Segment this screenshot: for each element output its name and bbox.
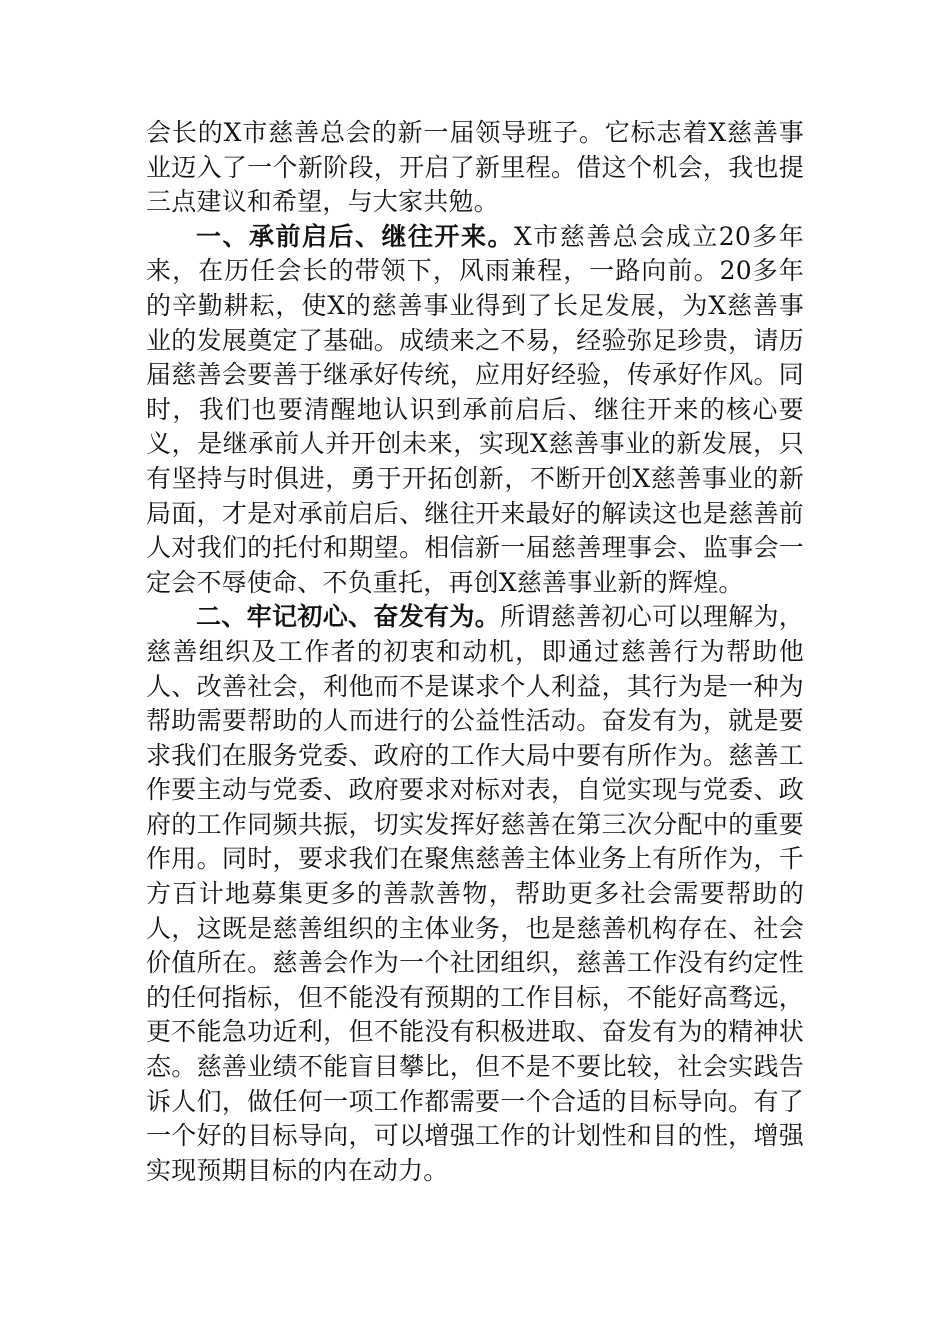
section-heading: 二、牢记初心、奋发有为。 bbox=[196, 602, 501, 632]
paragraph-text: X市慈善总会成立20多年来，在历任会长的带领下，风雨兼程，一路向前。20多年的辛勤耕耘，使X的慈善事业得到了长足发展，为X慈善事业的发展奠定了基础。成绩来之不易，经验弥足珍贵，请历届慈善会要善于继承好传统，应用好经验，传承好作风。同时，我们也要清醒地认识到承前启后、继往开来的核心要义，是继承前人并开创未来，实现X慈善事业的新发展，只有坚持与时俱进，勇于开拓创新，不断开创X慈善事业的新局面，才是对承前启后、继往开来最好的解读这也是慈善前人对我们的托付和期望。相信新一届慈善理事会、监事会一定会不辱使命、不负重托，再创X慈善事业新的辉煌。 bbox=[146, 221, 805, 597]
document-body bbox=[146, 116, 804, 1188]
paragraph-text: 所谓慈善初心可以理解为，慈善组织及工作者的初衷和动机，即通过慈善行为帮助他人、改善社会，利他而不是谋求个人利益，其行为是一种为帮助需要帮助的人而进行的公益性活动。奋发有为，就是要求我们在服务党委、政府的工作大局中要有所作为。慈善工作要主动与党委、政府要求对标对表，自觉实现与党委、政府的工作同频共振，切实发挥好慈善在第三次分配中的重要作用。同时，要求我们在聚焦慈善主体业务上有所作为，千方百计地募集更多的善款善物，帮助更多社会需要帮助的人，这既是慈善组织的主体业务，也是慈善机构存在、社会价值所在。慈善会作为一个社团组织，慈善工作没有约定性的任何指标，但不能没有预期的工作目标，不能好高骛远，更不能急功近利，但不能没有积极进取、奋发有为的精神状态。慈善业绩不能盲目攀比，但不是不要比较，社会实践告诉人们，做任何一项工作都需要一个合适的目标导向。有了一个好的目标导向，可以增强工作的计划性和目的性，增强实现预期目标的内在动力。 bbox=[146, 602, 805, 1185]
section-heading: 一、承前启后、继往开来。 bbox=[196, 221, 514, 251]
paragraph-section-two bbox=[146, 600, 804, 1188]
paragraph-text: 会长的X市慈善总会的新一届领导班子。它标志着X慈善事业迈入了一个新阶段，开启了新里程。借这个机会，我也提三点建议和希望，与大家共勉。 bbox=[146, 118, 804, 217]
paragraph-section-one bbox=[146, 220, 804, 601]
paragraph-continuation bbox=[146, 116, 804, 220]
